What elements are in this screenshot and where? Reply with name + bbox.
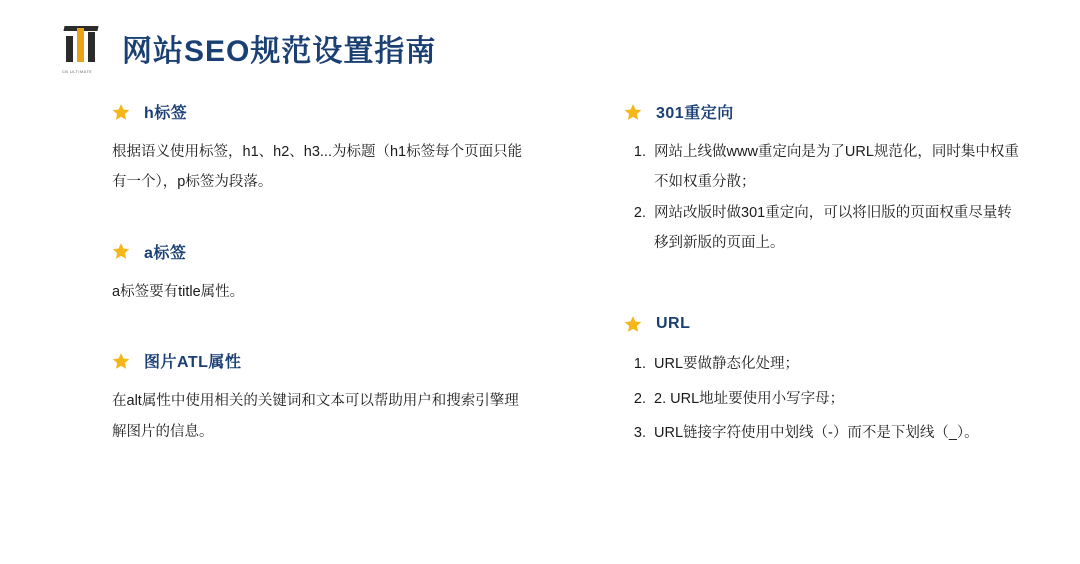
section-h-tag bbox=[112, 100, 532, 198]
list-item: 2. 2. URL地址要使用小写字母； bbox=[650, 382, 1024, 417]
list-item: 1. 网站上线做www重定向是为了URL规范化，同时集中权重不如权重分散； bbox=[650, 137, 1024, 198]
section-a-tag bbox=[112, 240, 532, 307]
list-item: 3. URL链接字符使用中划线（-）而不是下划线（_）。 bbox=[650, 416, 1024, 451]
section-list bbox=[624, 347, 1024, 451]
star-icon bbox=[112, 242, 130, 260]
logo-bar-2 bbox=[77, 28, 84, 62]
section-body: a标签要有title属性。 bbox=[112, 283, 245, 300]
list-item: 1. URL要做静态化处理； bbox=[650, 347, 1024, 382]
logo-bar-3 bbox=[88, 32, 95, 62]
section-heading-label: a标签 bbox=[144, 244, 187, 262]
section-list bbox=[624, 137, 1024, 259]
page-header bbox=[60, 22, 436, 74]
page-title: 网站SEO规范设置指南 bbox=[122, 35, 437, 68]
section-heading-label: URL bbox=[656, 314, 691, 332]
star-icon bbox=[624, 103, 642, 121]
section-heading bbox=[624, 100, 1024, 123]
section-image-alt bbox=[112, 349, 532, 447]
section-heading bbox=[112, 240, 532, 263]
star-icon bbox=[112, 352, 130, 370]
logo-wordmark: CB ULTIMATE bbox=[62, 69, 93, 74]
section-heading-label: h标签 bbox=[144, 105, 188, 122]
section-heading bbox=[112, 349, 532, 372]
section-heading bbox=[624, 315, 1024, 333]
section-heading bbox=[112, 100, 532, 123]
section-heading-label: 图片ATL属性 bbox=[144, 354, 242, 372]
star-icon bbox=[624, 315, 642, 333]
section-body: 根据语义使用标签，h1、h2、h3...为标题（h1标签每个页面只能有一个），p标签为段落。 bbox=[112, 144, 523, 191]
section-heading-label: 301重定向 bbox=[656, 105, 734, 122]
logo-bar-1 bbox=[66, 36, 73, 62]
section-url bbox=[624, 315, 1024, 451]
section-301-redirect bbox=[624, 100, 1024, 259]
list-item: 2. 网站改版时做301重定向，可以将旧版的页面权重尽量转移到新版的页面上。 bbox=[650, 198, 1024, 259]
right-column bbox=[624, 100, 1024, 485]
star-icon bbox=[112, 103, 130, 121]
brand-logo-icon bbox=[60, 22, 106, 74]
left-column bbox=[112, 100, 532, 481]
section-body: 在alt属性中使用相关的关键词和文本可以帮助用户和搜索引擎理解图片的信息。 bbox=[112, 393, 519, 440]
